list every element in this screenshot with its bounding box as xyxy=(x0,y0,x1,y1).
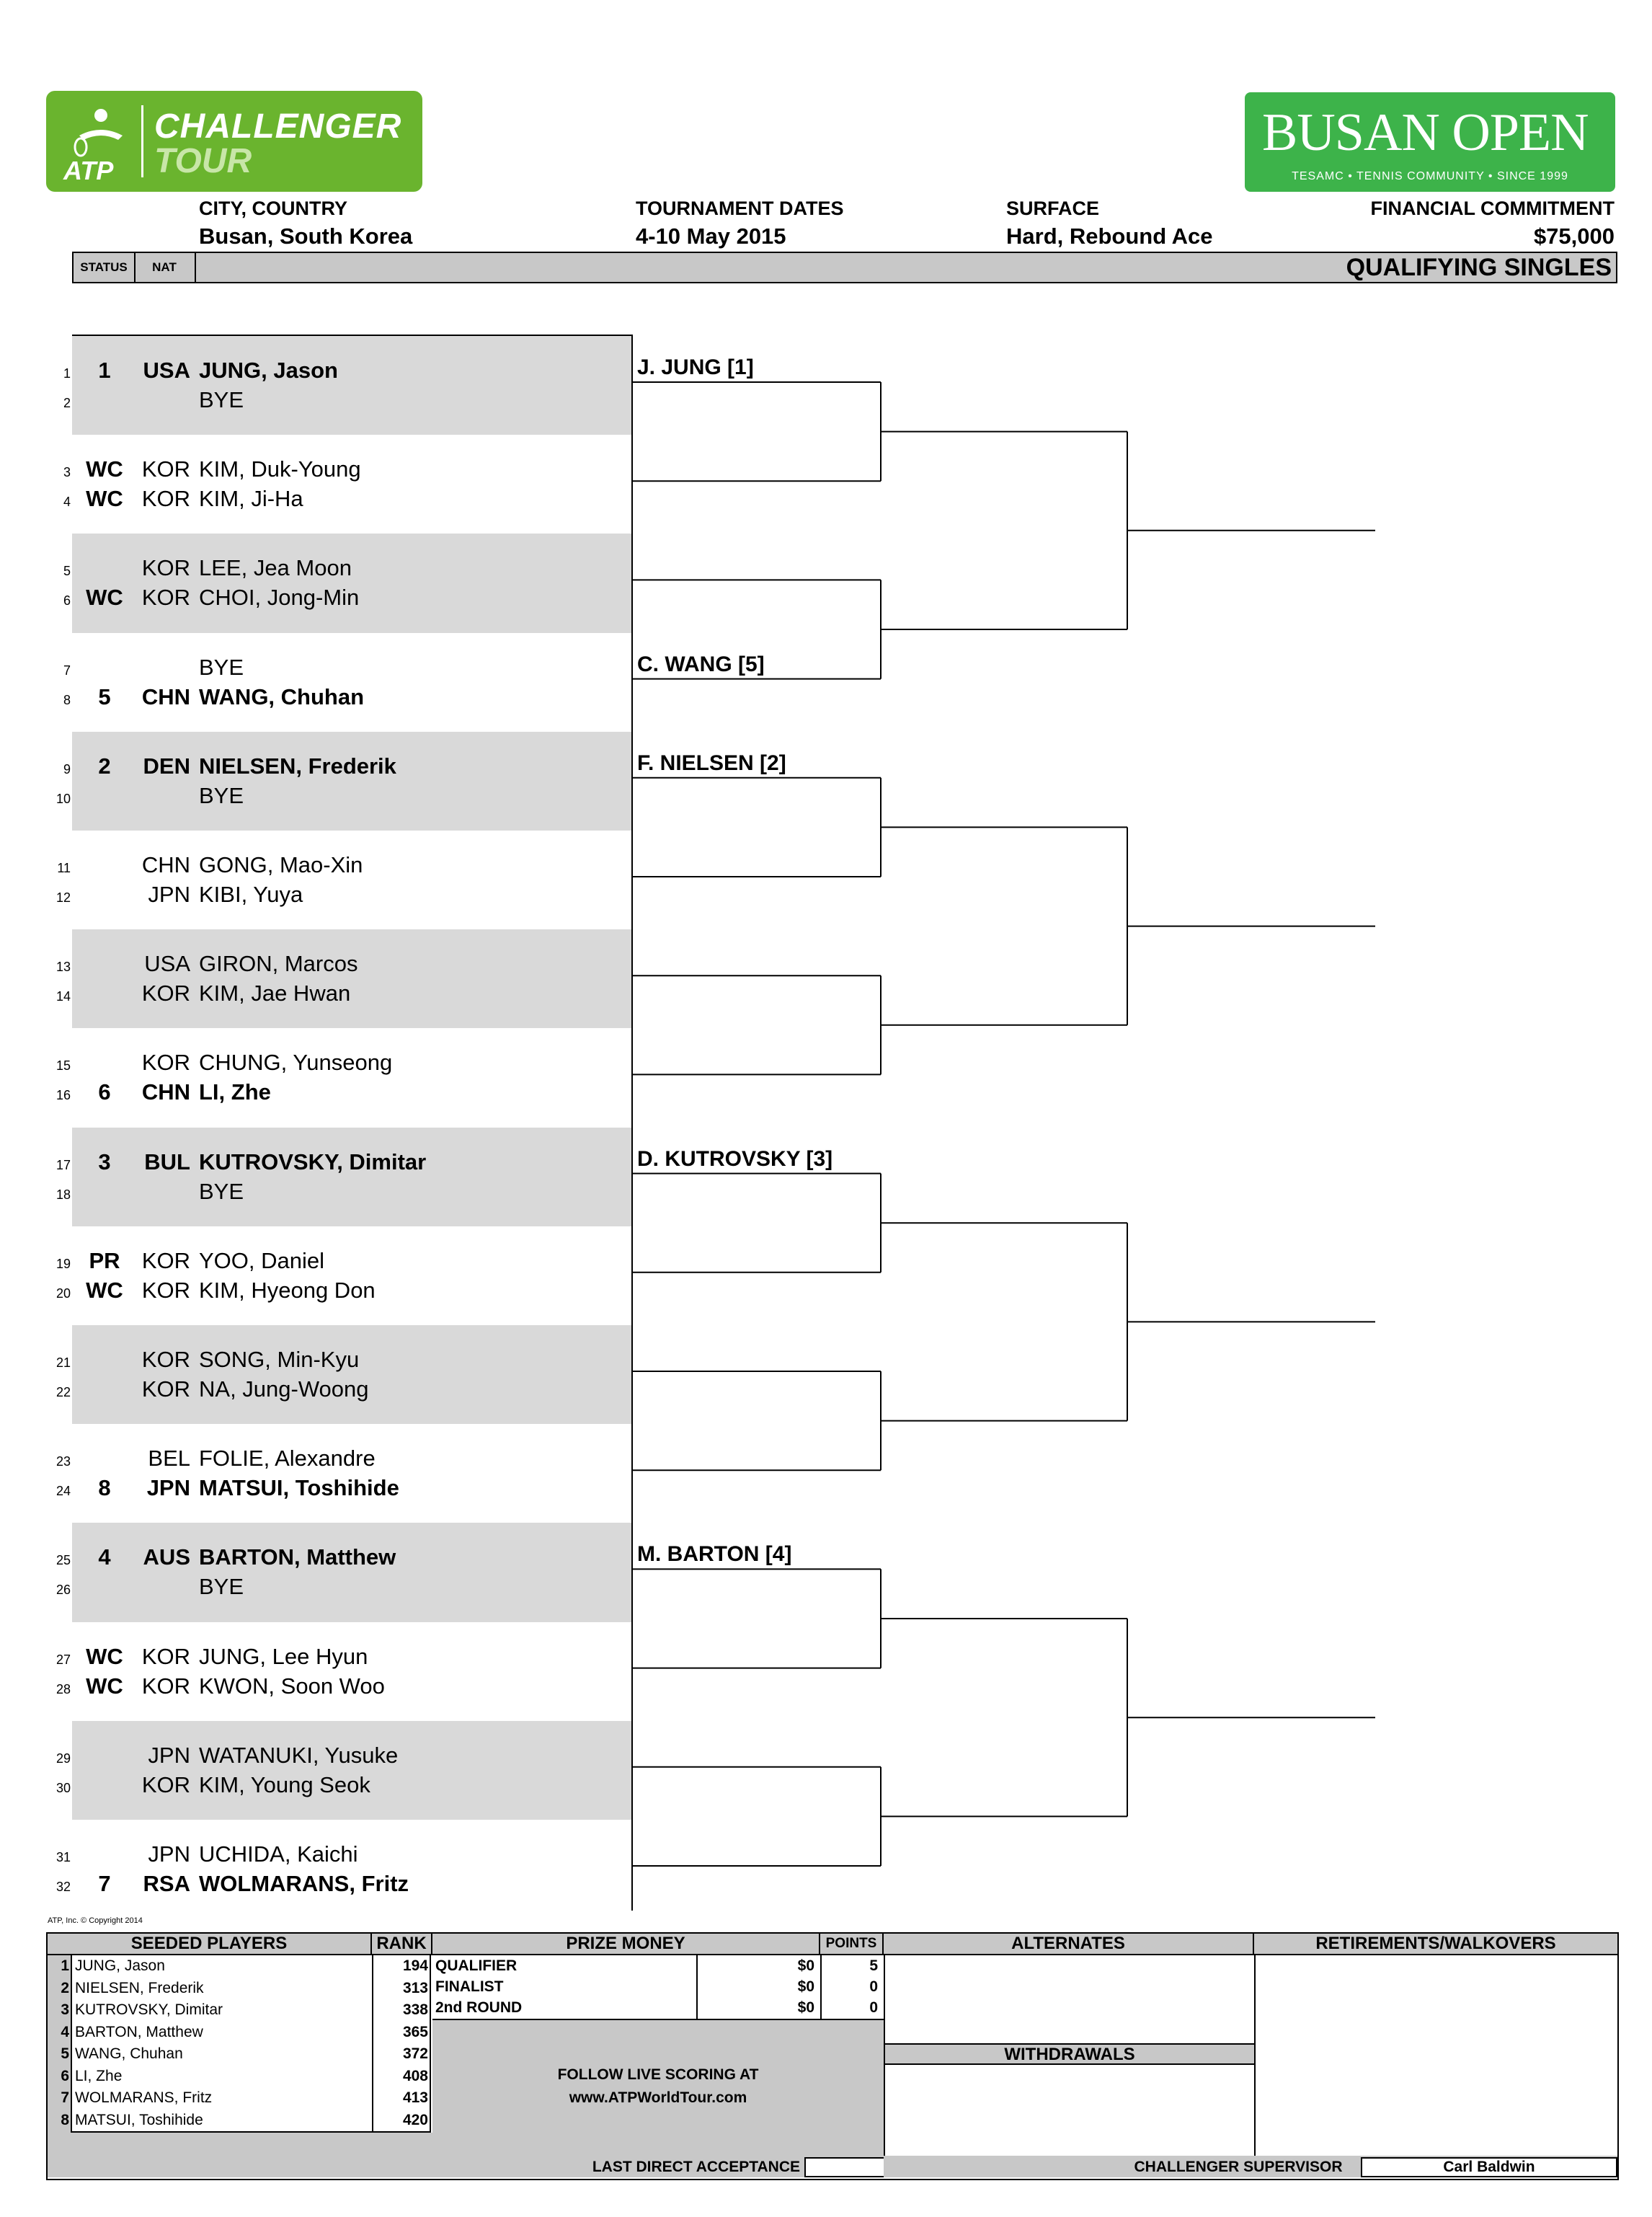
city-value: Busan, South Korea xyxy=(199,224,413,249)
seed-rank: 372 xyxy=(402,2045,428,2062)
draw-position: 7 xyxy=(63,663,71,678)
nationality: KOR xyxy=(141,585,190,611)
draw-position: 32 xyxy=(55,1880,71,1894)
nationality: KOR xyxy=(141,981,190,1006)
seed-player-name: KUTROVSKY, Dimitar xyxy=(75,2001,223,2018)
seed-status: WC xyxy=(86,585,123,611)
nationality: USA xyxy=(144,951,190,977)
nationality: JPN xyxy=(148,1841,190,1867)
seed-number: 8 xyxy=(61,2111,69,2128)
player-name: SONG, Min-Kyu xyxy=(199,1347,360,1372)
city-label: CITY, COUNTRY xyxy=(199,198,348,219)
nationality: KOR xyxy=(141,555,190,581)
alternates-header: ALTERNATES xyxy=(884,1934,1254,1955)
nationality: JPN xyxy=(148,882,190,907)
player-name: UCHIDA, Kaichi xyxy=(199,1841,358,1867)
retirements-header: RETIREMENTS/WALKOVERS xyxy=(1254,1934,1617,1955)
challenger-logo-line2: TOUR xyxy=(154,142,252,180)
player-name: BYE xyxy=(199,387,244,412)
seed-number: 2 xyxy=(61,1979,69,1996)
rank-header: RANK xyxy=(372,1934,432,1955)
supervisor-label: CHALLENGER SUPERVISOR xyxy=(1134,2159,1343,2175)
player-name: NA, Jung-Woong xyxy=(199,1376,369,1402)
draw-position: 5 xyxy=(63,564,71,579)
nationality: KOR xyxy=(141,1277,190,1303)
draw-position: 17 xyxy=(55,1157,71,1172)
seed-player-name: LI, Zhe xyxy=(75,2067,123,2084)
player-name: NIELSEN, Frederik xyxy=(199,753,396,779)
seed-status: WC xyxy=(86,1643,123,1669)
seed-status: 5 xyxy=(98,683,111,709)
prize-divider-2 xyxy=(820,1955,822,2019)
draw-position: 12 xyxy=(55,890,71,905)
dates-value: 4-10 May 2015 xyxy=(636,224,786,249)
lda-label: LAST DIRECT ACCEPTANCE xyxy=(592,2159,800,2175)
seed-rank: 408 xyxy=(402,2067,428,2084)
nationality: JPN xyxy=(146,1475,190,1501)
seed-status: WC xyxy=(86,1673,123,1699)
seed-status: WC xyxy=(86,1277,123,1303)
seed-number: 1 xyxy=(61,1957,69,1974)
retirements-left-border xyxy=(1254,1955,1256,2156)
draw-position: 26 xyxy=(55,1583,71,1598)
nationality: BUL xyxy=(144,1149,190,1174)
prize-round: 2nd ROUND xyxy=(435,1999,523,2016)
nationality: KOR xyxy=(141,1643,190,1669)
seed-status: 7 xyxy=(98,1871,111,1896)
draw-position: 1 xyxy=(63,366,71,381)
draw-position: 11 xyxy=(57,861,71,875)
draw-position: 31 xyxy=(55,1850,71,1864)
player-name: YOO, Daniel xyxy=(199,1247,325,1273)
nat-column-header: NAT xyxy=(134,253,196,282)
draw-position: 9 xyxy=(63,761,71,776)
draw-position: 4 xyxy=(63,495,71,510)
seed-number: 6 xyxy=(61,2067,69,2084)
draw-position: 13 xyxy=(55,960,71,975)
seeded-players-header: SEEDED PLAYERS xyxy=(48,1934,372,1955)
seed-player-name: WOLMARANS, Fritz xyxy=(75,2089,213,2106)
player-name: BYE xyxy=(199,1178,244,1204)
follow-link[interactable]: www.ATPWorldTour.com xyxy=(569,2089,747,2106)
draw-position: 19 xyxy=(55,1256,71,1271)
seed-status: WC xyxy=(86,456,123,482)
draw-position: 27 xyxy=(55,1652,71,1667)
player-name: BYE xyxy=(199,654,244,680)
player-name: KWON, Soon Woo xyxy=(199,1673,385,1699)
challenger-logo-line1: CHALLENGER xyxy=(154,107,402,146)
seed-rank: 413 xyxy=(402,2089,428,2106)
player-name: GONG, Mao-Xin xyxy=(199,852,363,877)
prize-money-header: PRIZE MONEY xyxy=(432,1934,820,1955)
nationality: KOR xyxy=(141,486,190,512)
seed-number: 5 xyxy=(61,2045,69,2062)
draw-position: 2 xyxy=(63,396,71,410)
nationality: USA xyxy=(143,358,190,383)
bottom-left-shade xyxy=(48,2133,432,2177)
financial-label: FINANCIAL COMMITMENT xyxy=(1370,198,1615,219)
draw-position: 25 xyxy=(55,1553,71,1568)
draw-position: 6 xyxy=(63,593,71,609)
player-name: KIM, Hyeong Don xyxy=(199,1277,376,1303)
player-name: JUNG, Lee Hyun xyxy=(199,1643,368,1669)
draw-position: 8 xyxy=(63,692,71,707)
nationality: BEL xyxy=(148,1446,190,1472)
seed-number: 3 xyxy=(61,2001,69,2018)
player-name: CHUNG, Yunseong xyxy=(199,1050,393,1076)
prize-round: QUALIFIER xyxy=(435,1957,518,1974)
prize-points: 5 xyxy=(869,1957,878,1974)
surface-label: SURFACE xyxy=(1006,198,1100,219)
copyright: ATP, Inc. © Copyright 2014 xyxy=(48,1916,143,1925)
nationality: KOR xyxy=(141,456,190,482)
seed-status: 3 xyxy=(98,1149,111,1174)
supervisor-value: Carl Baldwin xyxy=(1361,2157,1617,2177)
dates-label: TOURNAMENT DATES xyxy=(636,198,844,219)
draw-position: 3 xyxy=(63,465,71,480)
footer-table xyxy=(46,1932,1619,2180)
seed-status: 8 xyxy=(98,1475,111,1501)
player-name: WATANUKI, Yusuke xyxy=(199,1742,399,1768)
player-name: KIM, Ji-Ha xyxy=(199,486,303,512)
player-name: JUNG, Jason xyxy=(199,358,338,383)
nationality: DEN xyxy=(143,753,190,779)
second-round-player: M. BARTON [4] xyxy=(637,1542,792,1567)
player-name: BYE xyxy=(199,1574,244,1600)
nationality: CHN xyxy=(141,1079,190,1105)
follow-line-1: FOLLOW LIVE SCORING AT xyxy=(557,2066,759,2083)
player-name: LI, Zhe xyxy=(199,1079,271,1105)
financial-value: $75,000 xyxy=(1533,224,1615,249)
seed-status: WC xyxy=(86,486,123,512)
player-name: KIM, Young Seok xyxy=(199,1771,370,1797)
draw-position: 15 xyxy=(55,1058,71,1074)
draw-position: 16 xyxy=(55,1088,71,1103)
status-column-header: STATUS xyxy=(74,253,136,282)
nationality: RSA xyxy=(143,1871,190,1896)
points-header: POINTS xyxy=(820,1934,884,1955)
event-title: QUALIFYING SINGLES xyxy=(1346,254,1612,281)
draw-position: 21 xyxy=(55,1355,71,1370)
draw-position: 14 xyxy=(55,989,71,1004)
seed-player-name: NIELSEN, Frederik xyxy=(75,1979,204,1996)
second-round-player: C. WANG [5] xyxy=(637,652,765,676)
draw-position: 30 xyxy=(55,1780,71,1795)
nationality: KOR xyxy=(141,1347,190,1372)
seed-player-name: WANG, Chuhan xyxy=(75,2045,183,2062)
player-name: KIM, Duk-Young xyxy=(199,456,361,482)
seed-player-name: JUNG, Jason xyxy=(75,1957,165,1974)
player-name: FOLIE, Alexandre xyxy=(199,1446,376,1472)
seed-status: 1 xyxy=(98,358,111,383)
busan-open-logo-text: BUSAN OPEN xyxy=(1262,103,1589,162)
player-name: CHOI, Jong-Min xyxy=(199,585,360,611)
prize-points: 0 xyxy=(869,1978,878,1995)
second-round-player: D. KUTROVSKY [3] xyxy=(637,1146,833,1171)
player-name: KUTROVSKY, Dimitar xyxy=(199,1149,427,1174)
prize-money: $0 xyxy=(797,1978,814,1995)
draw-position: 24 xyxy=(55,1484,71,1499)
second-round-player: F. NIELSEN [2] xyxy=(637,751,786,775)
nationality: KOR xyxy=(141,1673,190,1699)
nationality: AUS xyxy=(143,1544,190,1570)
nationality: KOR xyxy=(141,1247,190,1273)
nationality: CHN xyxy=(141,683,190,709)
draw-position: 10 xyxy=(55,791,71,806)
busan-open-tagline: TESAMC • TENNIS COMMUNITY • SINCE 1999 xyxy=(1292,170,1568,182)
seed-status: 4 xyxy=(98,1544,111,1570)
player-name: KIBI, Yuya xyxy=(199,882,303,907)
draw-position: 29 xyxy=(55,1751,71,1766)
draw-position: 22 xyxy=(55,1385,71,1399)
player-name: WOLMARANS, Fritz xyxy=(199,1871,409,1896)
prize-money: $0 xyxy=(797,1957,814,1974)
nationality: JPN xyxy=(148,1742,190,1768)
draw-position: 23 xyxy=(55,1454,71,1469)
player-name: LEE, Jea Moon xyxy=(199,555,352,581)
player-name: MATSUI, Toshihide xyxy=(199,1475,399,1501)
draw-position: 18 xyxy=(55,1187,71,1202)
player-name: BARTON, Matthew xyxy=(199,1544,396,1570)
seed-rank: 365 xyxy=(402,2023,428,2040)
second-round-player: J. JUNG [1] xyxy=(637,355,754,379)
seed-status: PR xyxy=(89,1247,120,1273)
rank-divider xyxy=(372,1955,373,2133)
player-name: WANG, Chuhan xyxy=(199,683,365,709)
player-name: KIM, Jae Hwan xyxy=(199,981,351,1006)
nationality: KOR xyxy=(141,1376,190,1402)
seed-rank: 420 xyxy=(402,2111,428,2128)
nationality: KOR xyxy=(141,1771,190,1797)
prize-money: $0 xyxy=(797,1999,814,2016)
seed-status: 6 xyxy=(98,1079,111,1105)
seed-number: 7 xyxy=(61,2089,69,2106)
surface-value: Hard, Rebound Ace xyxy=(1006,224,1213,249)
seed-rank: 338 xyxy=(402,2001,428,2018)
player-name: BYE xyxy=(199,782,244,808)
nationality: CHN xyxy=(141,852,190,877)
seed-status: 2 xyxy=(98,753,111,779)
seed-player-name: MATSUI, Toshihide xyxy=(75,2111,203,2128)
draw-position: 28 xyxy=(55,1681,71,1696)
seed-player-name: BARTON, Matthew xyxy=(75,2023,203,2040)
prize-divider-1 xyxy=(696,1955,698,2019)
nationality: KOR xyxy=(141,1050,190,1076)
prize-round: FINALIST xyxy=(435,1978,504,1995)
atp-logo-text: ATP xyxy=(63,156,114,185)
prize-points: 0 xyxy=(869,1999,878,2016)
player-name: GIRON, Marcos xyxy=(199,951,358,977)
draw-position: 20 xyxy=(55,1285,71,1301)
seed-rank: 194 xyxy=(402,1957,428,1974)
seed-rank: 313 xyxy=(402,1979,428,1996)
withdrawals-header: WITHDRAWALS xyxy=(885,2043,1254,2065)
seed-number: 4 xyxy=(61,2023,69,2040)
